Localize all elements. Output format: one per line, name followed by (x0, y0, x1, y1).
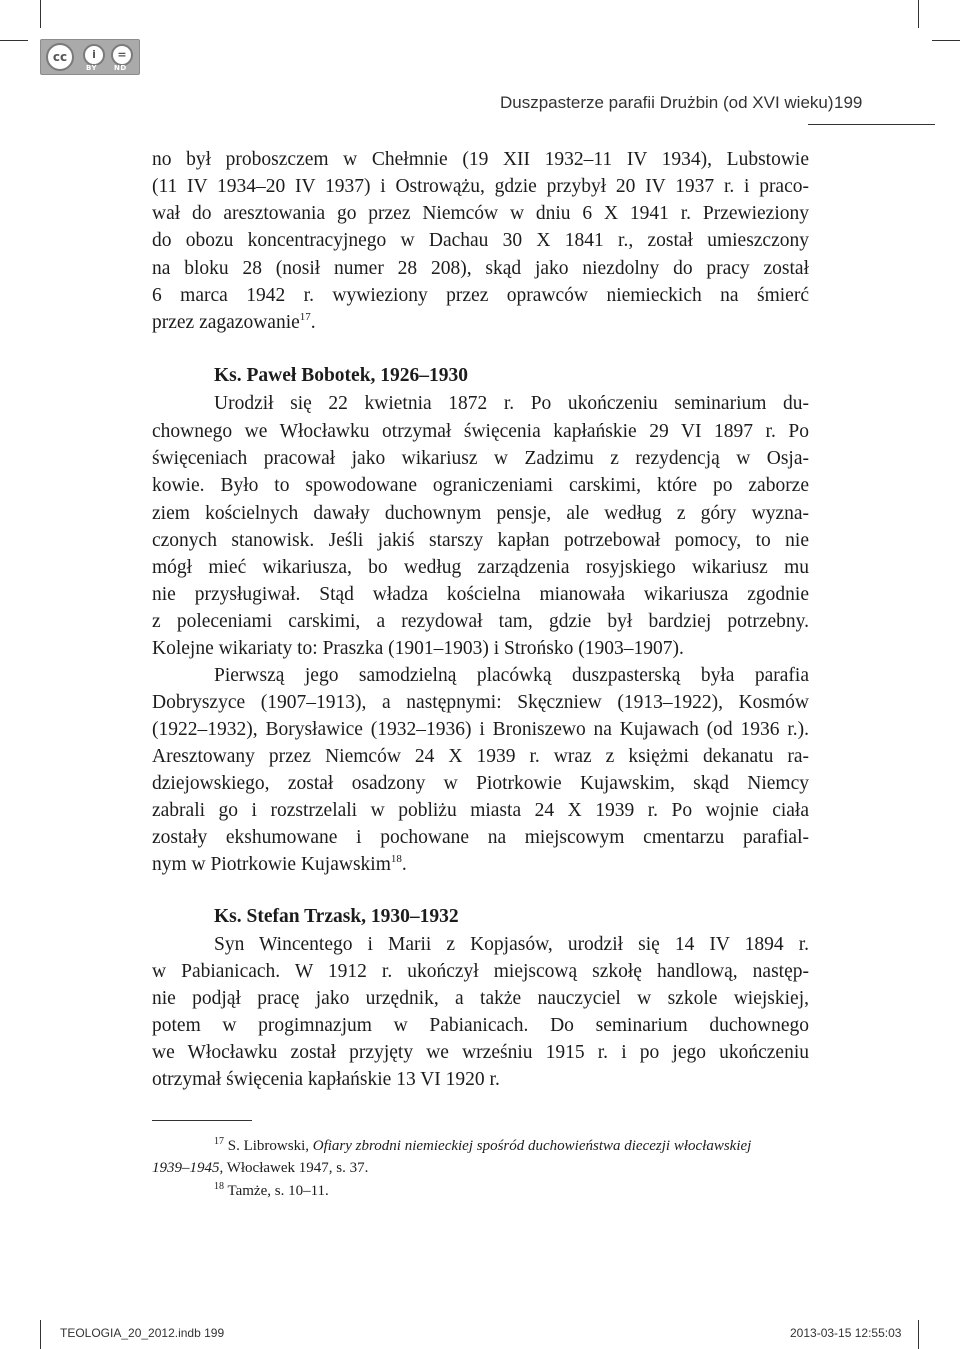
body-line: chownego we Włocławku otrzymał święcenia kapłańskie 29 VI 1897 r. Po (152, 421, 809, 442)
footnote-ref[interactable]: 17 (299, 311, 311, 323)
footnote-17-cont: 1939–1945, Włocławek 1947, s. 37. (152, 1160, 369, 1176)
body-line: święceniach pracował jako wikariusz w Zadzimu z rezydencją w Osja- (152, 448, 809, 469)
body-line: nym w Piotrkowie Kujawskim$^{18}$. (152, 853, 407, 875)
crop-mark (0, 40, 28, 41)
section-heading: Ks. Paweł Bobotek, 1926–1930 (214, 365, 469, 386)
body-line: na bloku 28 (nosił numer 28 208), skąd jako niezdolny do pracy został (152, 258, 809, 279)
attribution-icon: i (83, 44, 105, 66)
body-line: 6 marca 1942 r. wywieziony przez oprawców niemieckich na śmierć (152, 285, 809, 306)
body-line: zostały ekshumowane i pochowane na miejscowym cmentarzu parafial- (152, 827, 809, 848)
body-line: Urodził się 22 kwietnia 1872 r. Po ukończeniu seminarium du- (214, 393, 809, 414)
badge-label-nd: ND (114, 64, 127, 72)
body-line: ziem kościelnych dawały duchownym pensje, ale według z góry wyzna- (152, 503, 809, 524)
footnote-18: $^{18}$ Tamże, s. 10–11. (214, 1181, 329, 1199)
body-line: (11 IV 1934–20 IV 1937) i Ostrowążu, gdzie przybył 20 IV 1937 r. i praco- (152, 176, 809, 197)
crop-mark (918, 0, 919, 28)
body-line: Aresztowany przez Niemców 24 X 1939 r. wraz z księżmi dekanatu ra- (152, 746, 809, 767)
body-line: do obozu koncentracyjnego w Dachau 30 X 1841 r., został umieszczony (152, 230, 809, 251)
slug-timestamp: 2013-03-15 12:55:03 (790, 1326, 902, 1340)
footnote-rule (152, 1120, 252, 1121)
body-line: czonych stanowisk. Jeśli jakiś starszy kapłan potrzebował pomocy, to nie (152, 530, 809, 551)
no-derivatives-icon: = (111, 44, 133, 66)
body-line: we Włocławku został przyjęty we wrześniu 1915 r. i po jego ukończeniu (152, 1042, 809, 1063)
crop-mark (40, 1320, 41, 1349)
body-line: kowie. Było to spowodowane ograniczeniami carskimi, które po zaborze (152, 475, 809, 496)
footnote-ref[interactable]: 18 (390, 853, 402, 865)
badge-label-by: BY (86, 64, 98, 72)
body-line: potem w progimnazjum w Pabianicach. Do seminarium duchownego (152, 1015, 809, 1036)
body-line: Dobryszyce (1907–1913), a następnymi: Skęczniew (1913–1922), Kosmów (152, 692, 809, 713)
body-line: Kolejne wikariaty to: Praszka (1901–1903) i Strońsko (1903–1907). (152, 638, 684, 659)
crop-mark (918, 1320, 919, 1349)
body-line: dziejowskiego, został osadzony w Piotrkowie Kujawskim, skąd Niemcy (152, 773, 809, 794)
body-line: otrzymał święcenia kapłańskie 13 VI 1920 r. (152, 1069, 500, 1090)
body-line: przez zagazowanie$^{17}$. (152, 311, 316, 333)
body-line: Syn Wincentego i Marii z Kopjasów, urodził się 14 IV 1894 r. (214, 934, 809, 955)
slug-file: TEOLOGIA_20_2012.indb 199 (60, 1326, 225, 1340)
body-line: zabrali go i rozstrzelali w pobliżu miasta 24 X 1939 r. Po wojnie ciała (152, 800, 809, 821)
page-number: 199 (834, 93, 863, 112)
body-line: nie przysługiwał. Stąd władza kościelna mianowała wikariusza zgodnie (152, 584, 809, 605)
crop-mark (932, 40, 960, 41)
body-line: z poleceniami carskimi, a rezydował tam, gdzie był bardziej potrzebny. (152, 611, 809, 632)
body-line: nie podjął pracę jako urzędnik, a także nauczyciel w szkole wiejskiej, (152, 988, 809, 1009)
cc-icon: cc (46, 43, 74, 71)
running-title: Duszpasterze parafii Drużbin (od XVI wieku) (500, 93, 834, 112)
body-line: wał do aresztowania go przez Niemców w dniu 6 X 1941 r. Przewieziony (152, 203, 809, 224)
header-rule (808, 124, 935, 125)
body-line: (1922–1932), Borysławice (1932–1936) i Broniszewo na Kujawach (od 1936 r.). (152, 719, 809, 740)
license-badge (40, 39, 140, 75)
body-line: no był proboszczem w Chełmnie (19 XII 1932–11 IV 1934), Lubstowie (152, 149, 809, 170)
crop-mark (40, 0, 41, 28)
body-line: mógł mieć wikariusza, bo według zarządzenia rosyjskiego wikariusz mu (152, 557, 809, 578)
footnote-17: $^{17}$ S. Librowski, Ofiary zbrodni niemieckiej spośród duchowieństwa diecezji włocławskiej (214, 1136, 752, 1154)
body-line: w Pabianicach. W 1912 r. ukończył miejscową szkołę handlową, następ- (152, 961, 809, 982)
body-line: Pierwszą jego samodzielną placówką duszpasterską była parafia (214, 665, 809, 686)
section-heading: Ks. Stefan Trzask, 1930–1932 (214, 906, 459, 927)
